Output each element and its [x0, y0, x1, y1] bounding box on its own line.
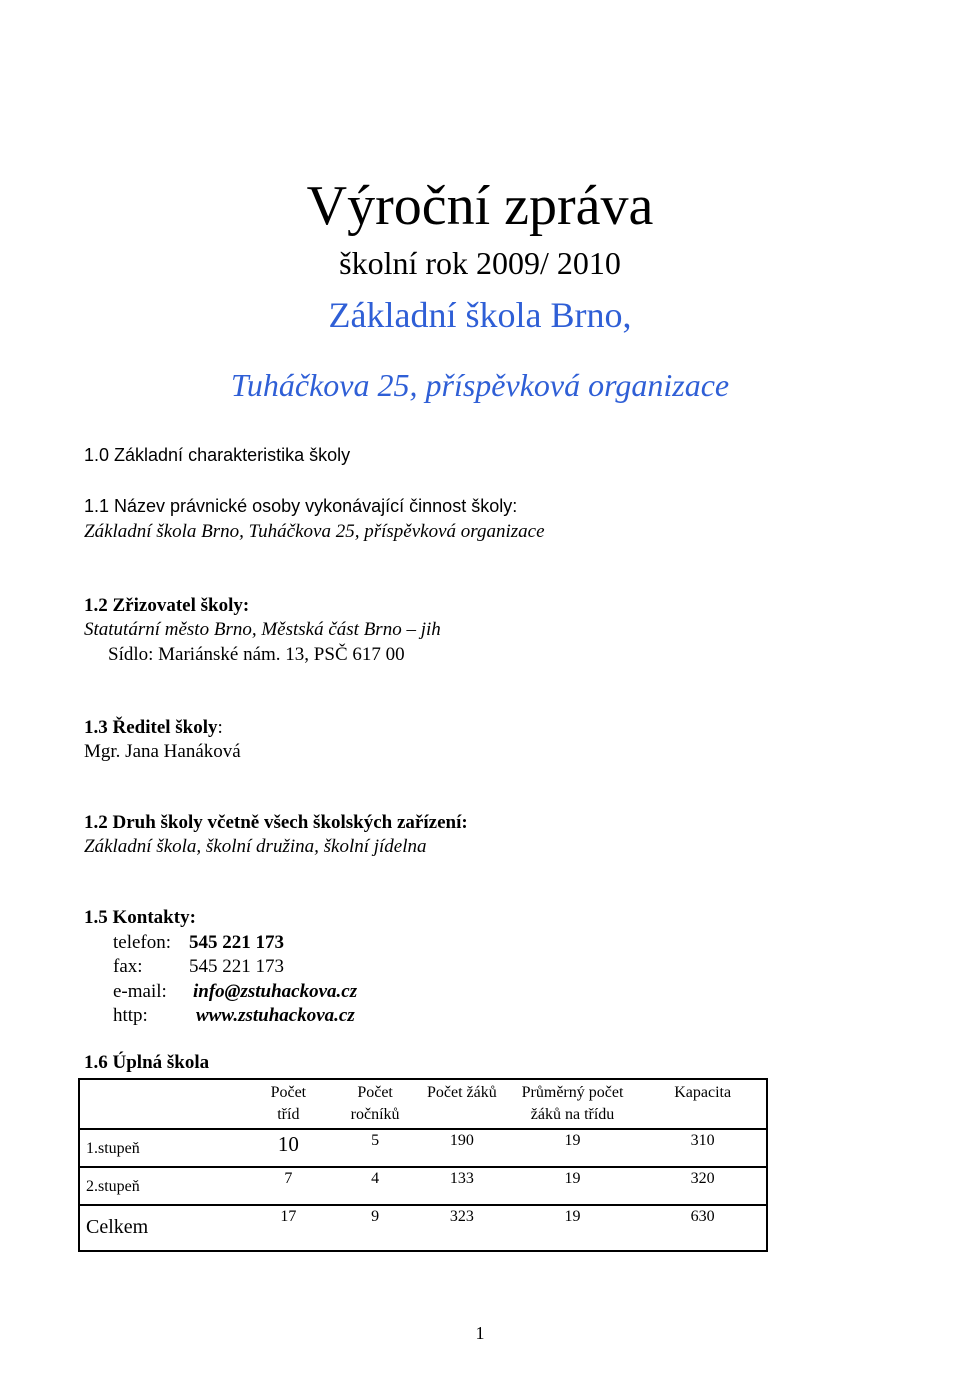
page-number: 1	[475, 1323, 485, 1343]
header-line: Kapacita	[674, 1084, 732, 1101]
section-1-2-seat: Sídlo: Mariánské nám. 13, PSČ 617 00	[108, 644, 405, 665]
section-1-3-value: Mgr. Jana Hanáková	[84, 741, 241, 762]
table-row	[79, 1205, 767, 1251]
section-1-5-heading: 1.5 Kontakty:	[84, 907, 196, 928]
header-cell	[506, 1079, 640, 1129]
section-1-1-value: Základní škola Brno, Tuháčkova 25, příspěvková organizace	[84, 521, 545, 542]
table-cell: 10	[244, 1129, 332, 1167]
header-line: Počet	[270, 1084, 307, 1101]
table-cell: 320	[639, 1167, 767, 1205]
table-cell: 19	[506, 1129, 640, 1167]
header-line: Průměrný počet	[521, 1084, 624, 1101]
table-cell: 19	[506, 1205, 640, 1251]
email-link[interactable]: info@zstuhackova.cz	[193, 981, 358, 1002]
school-address: Tuháčkova 25, příspěvková organizace	[230, 367, 730, 403]
fax-value: 545 221 173	[189, 956, 284, 977]
table-cell: 9	[332, 1205, 418, 1251]
table-header-row	[79, 1079, 767, 1129]
row-label: 2.stupeň	[79, 1167, 244, 1205]
table-cell: 133	[418, 1167, 506, 1205]
header-line: Počet	[357, 1084, 393, 1101]
school-stats-table	[78, 1078, 768, 1252]
section-1-2-heading: 1.2 Zřizovatel školy:	[84, 595, 250, 616]
email-label: e-mail:	[113, 981, 167, 1002]
header-line: ročníků	[350, 1106, 400, 1123]
header-cell	[639, 1079, 767, 1129]
section-1-3-heading	[84, 716, 223, 740]
table-cell: 310	[639, 1129, 767, 1167]
table-cell: 190	[418, 1129, 506, 1167]
website-link[interactable]: www.zstuhackova.cz	[196, 1005, 355, 1026]
table-cell: 17	[244, 1205, 332, 1251]
header-line: Počet žáků	[426, 1084, 497, 1101]
table-cell: 323	[418, 1205, 506, 1251]
table-cell: 19	[506, 1167, 640, 1205]
phone-value: 545 221 173	[189, 932, 284, 953]
section-1-2-value: Statutární město Brno, Městská část Brno – jih	[84, 619, 441, 640]
table-cell: 630	[639, 1205, 767, 1251]
header-cell	[418, 1079, 506, 1129]
document-title: Výroční zpráva	[306, 175, 654, 237]
section-1-4-value: Základní škola, školní družina, školní jídelna	[84, 836, 427, 857]
table-corner-cell	[79, 1079, 244, 1129]
section-1-6-heading: 1.6 Úplná škola	[84, 1052, 210, 1073]
section-1-4-heading: 1.2 Druh školy včetně všech školských zařízení:	[84, 812, 468, 833]
document-subtitle: školní rok 2009/ 2010	[339, 245, 621, 281]
table-cell: 7	[244, 1167, 332, 1205]
header-line: tříd	[277, 1106, 300, 1123]
header-line: žáků na třídu	[530, 1106, 615, 1123]
section-1-0-heading: 1.0 Základní charakteristika školy	[84, 445, 351, 465]
row-label: Celkem	[79, 1205, 244, 1251]
section-1-3-heading-text: 1.3 Ředitel školy	[84, 717, 218, 738]
table-row	[79, 1167, 767, 1205]
table-row	[79, 1129, 767, 1167]
table-cell: 5	[332, 1129, 418, 1167]
header-cell	[332, 1079, 418, 1129]
header-cell	[244, 1079, 332, 1129]
school-name: Základní škola Brno,	[328, 295, 632, 335]
phone-label: telefon:	[113, 932, 172, 953]
http-label: http:	[113, 1005, 148, 1026]
section-1-3-colon: :	[217, 717, 223, 738]
section-1-1-heading: 1.1 Název právnické osoby vykonávající činnost školy:	[84, 496, 518, 516]
fax-label: fax:	[113, 956, 143, 977]
row-label: 1.stupeň	[79, 1129, 244, 1167]
table-cell: 4	[332, 1167, 418, 1205]
